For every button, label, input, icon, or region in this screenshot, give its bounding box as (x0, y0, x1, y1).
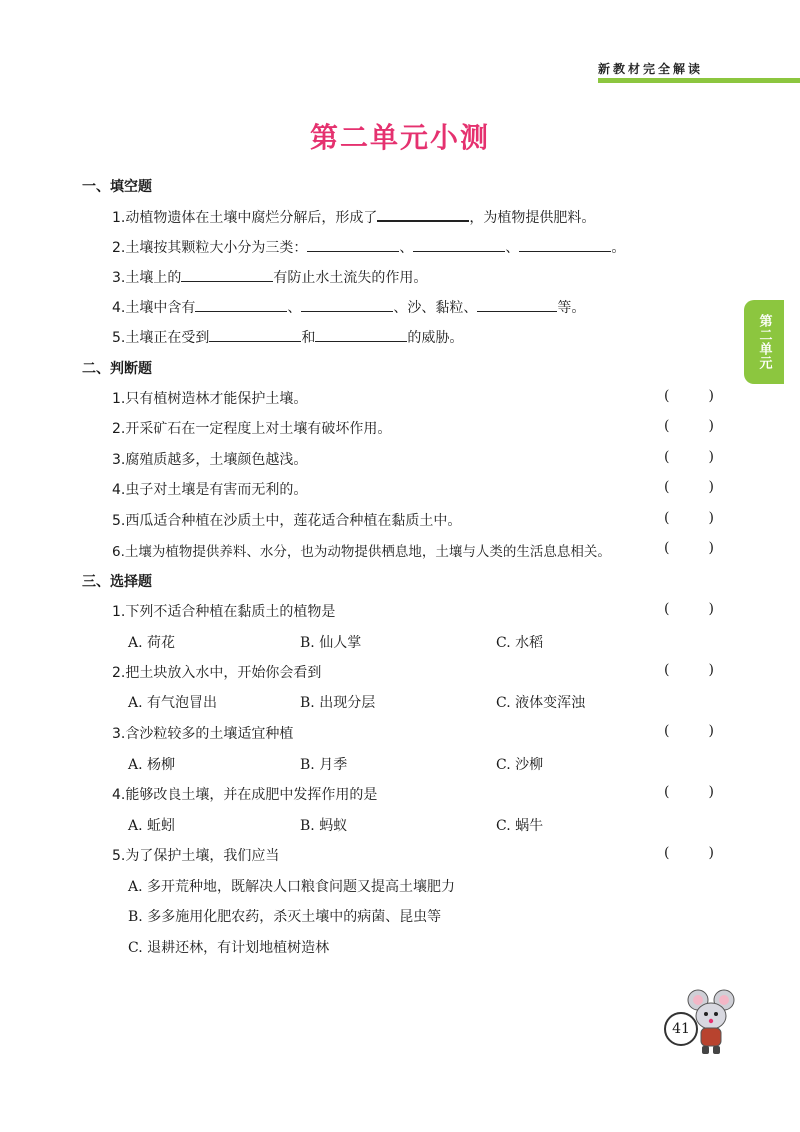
judge-question-3 (112, 449, 307, 469)
paren-open: ( (664, 540, 670, 556)
fill-question-3 (112, 267, 427, 287)
choice-question-3 (112, 723, 293, 743)
question-text: 腐殖质越多，土壤颜色越浅。 (125, 452, 308, 468)
option-a[interactable]: A. 多开荒种地，既解决人口粮食问题又提高土壤肥力 (128, 879, 456, 895)
question-number: 4. (112, 482, 126, 498)
question-number: 5. (112, 513, 126, 529)
question-number: 3. (112, 270, 126, 286)
paren-open: ( (664, 479, 670, 495)
section-heading-fill: 一、填空题 (82, 179, 152, 195)
option-c[interactable]: C. 蜗牛 (496, 818, 544, 834)
question-number: 3. (112, 452, 126, 468)
judge-question-4 (112, 479, 307, 499)
paren-close: ) (708, 449, 714, 465)
answer-parentheses[interactable] (664, 479, 714, 495)
paren-close: ) (708, 784, 714, 800)
question-text: 开采矿石在一定程度上对土壤有破坏作用。 (125, 421, 392, 437)
option-c[interactable]: C. 水稻 (496, 635, 544, 651)
question-number: 2. (112, 421, 126, 437)
paren-open: ( (664, 449, 670, 465)
option-a[interactable]: A. 荷花 (128, 635, 176, 651)
header-brand: 新教材完全解读 (598, 62, 704, 76)
question-text: 西瓜适合种植在沙质土中，莲花适合种植在黏质土中。 (125, 513, 462, 529)
question-number: 1. (112, 391, 126, 407)
section-heading-judge: 二、判断题 (82, 361, 152, 377)
paren-open: ( (664, 784, 670, 800)
option-c[interactable]: C. 退耕还林，有计划地植树造林 (128, 940, 330, 956)
answer-parentheses[interactable] (664, 845, 714, 861)
question-text: 。 (611, 240, 626, 256)
paren-open: ( (664, 845, 670, 861)
question-number: 5. (112, 848, 126, 864)
answer-blank[interactable] (413, 237, 505, 252)
question-text: 含沙粒较多的土壤适宜种植 (125, 726, 294, 742)
answer-blank[interactable] (377, 206, 469, 222)
choice-question-4 (112, 784, 377, 804)
question-text: 虫子对土壤是有害而无利的。 (125, 482, 308, 498)
judge-question-2 (112, 418, 391, 438)
answer-blank[interactable] (301, 297, 393, 312)
fill-question-4 (112, 297, 585, 317)
fill-question-5 (112, 327, 463, 347)
option-a[interactable]: A. 有气泡冒出 (128, 695, 218, 711)
paren-close: ) (708, 479, 714, 495)
answer-parentheses[interactable] (664, 662, 714, 678)
answer-parentheses[interactable] (664, 510, 714, 526)
question-text: ，为植物提供肥料。 (469, 210, 596, 226)
question-number: 2. (112, 665, 126, 681)
option-b[interactable]: B. 月季 (300, 757, 348, 773)
section-heading-choice: 三、选择题 (82, 574, 152, 590)
question-number: 3. (112, 726, 126, 742)
question-number: 6. (112, 544, 125, 560)
paren-open: ( (664, 601, 670, 617)
choice-question-1 (112, 601, 335, 621)
paren-close: ) (708, 845, 714, 861)
separator: 、 (505, 240, 520, 256)
paren-close: ) (708, 601, 714, 617)
option-b[interactable]: B. 出现分层 (300, 695, 376, 711)
answer-blank[interactable] (181, 267, 273, 282)
fill-question-1 (112, 206, 595, 227)
answer-blank[interactable] (477, 297, 557, 312)
paren-open: ( (664, 418, 670, 434)
question-text: 能够改良土壤，并在成肥中发挥作用的是 (125, 787, 378, 803)
answer-parentheses[interactable] (664, 601, 714, 617)
question-text: 土壤为植物提供养料、水分，也为动物提供栖息地，土壤与人类的生活息息相关。 (124, 544, 611, 560)
separator: 、 (287, 300, 302, 316)
paren-close: ) (708, 723, 714, 739)
answer-blank[interactable] (307, 237, 399, 252)
question-text: 只有植树造林才能保护土壤。 (125, 391, 308, 407)
option-a[interactable]: A. 杨柳 (128, 757, 176, 773)
answer-blank[interactable] (195, 297, 287, 312)
paren-close: ) (708, 388, 714, 404)
choice-question-2 (112, 662, 321, 682)
question-text: 和 (301, 330, 316, 346)
judge-question-1 (112, 388, 307, 408)
option-b[interactable]: B. 蚂蚁 (300, 818, 348, 834)
answer-blank[interactable] (209, 327, 301, 342)
question-number: 4. (112, 787, 126, 803)
paren-close: ) (708, 418, 714, 434)
paren-close: ) (708, 540, 714, 556)
question-text: 等。 (557, 300, 586, 316)
page-title: 第二单元小测 (309, 121, 490, 154)
question-number: 1. (112, 210, 126, 226)
paren-open: ( (664, 388, 670, 404)
question-text: 下列不适合种植在黏质土的植物是 (125, 604, 336, 620)
answer-blank[interactable] (519, 237, 611, 252)
question-text: 土壤按其颗粒大小分为三类： (125, 240, 308, 256)
option-c[interactable]: C. 液体变浑浊 (496, 695, 586, 711)
paren-open: ( (664, 510, 670, 526)
question-text: 土壤正在受到 (125, 330, 210, 346)
page-number: 41 (664, 1012, 698, 1046)
question-number: 1. (112, 604, 126, 620)
option-a[interactable]: A. 蚯蚓 (128, 818, 176, 834)
question-text: 土壤中含有 (125, 300, 196, 316)
question-number: 2. (112, 240, 126, 256)
answer-parentheses[interactable] (664, 540, 714, 556)
judge-question-6 (112, 540, 611, 560)
fill-question-2 (112, 237, 625, 257)
paren-open: ( (664, 662, 670, 678)
paren-close: ) (708, 510, 714, 526)
option-b[interactable]: B. 仙人掌 (300, 635, 362, 651)
judge-question-5 (112, 510, 461, 530)
question-text: 动植物遗体在土壤中腐烂分解后，形成了 (125, 210, 378, 226)
question-number: 5. (112, 330, 126, 346)
question-text: 把土块放入水中，开始你会看到 (125, 665, 322, 681)
question-text: 有防止水土流失的作用。 (273, 270, 428, 286)
question-text: 、沙、黏粒、 (393, 300, 478, 316)
paren-close: ) (708, 662, 714, 678)
answer-parentheses[interactable] (664, 784, 714, 800)
unit-side-tab: 第二单元 (744, 300, 784, 384)
separator: 、 (399, 240, 414, 256)
header-rule (598, 78, 800, 83)
question-text: 土壤上的 (125, 270, 182, 286)
answer-parentheses[interactable] (664, 388, 714, 404)
answer-blank[interactable] (315, 327, 407, 342)
question-number: 4. (112, 300, 126, 316)
question-text: 的威胁。 (407, 330, 464, 346)
answer-parentheses[interactable] (664, 418, 714, 434)
answer-parentheses[interactable] (664, 723, 714, 739)
paren-open: ( (664, 723, 670, 739)
option-c[interactable]: C. 沙柳 (496, 757, 544, 773)
answer-parentheses[interactable] (664, 449, 714, 465)
question-text: 为了保护土壤，我们应当 (125, 848, 280, 864)
choice-question-5 (112, 845, 279, 865)
option-b[interactable]: B. 多多施用化肥农药，杀灭土壤中的病菌、昆虫等 (128, 909, 442, 925)
